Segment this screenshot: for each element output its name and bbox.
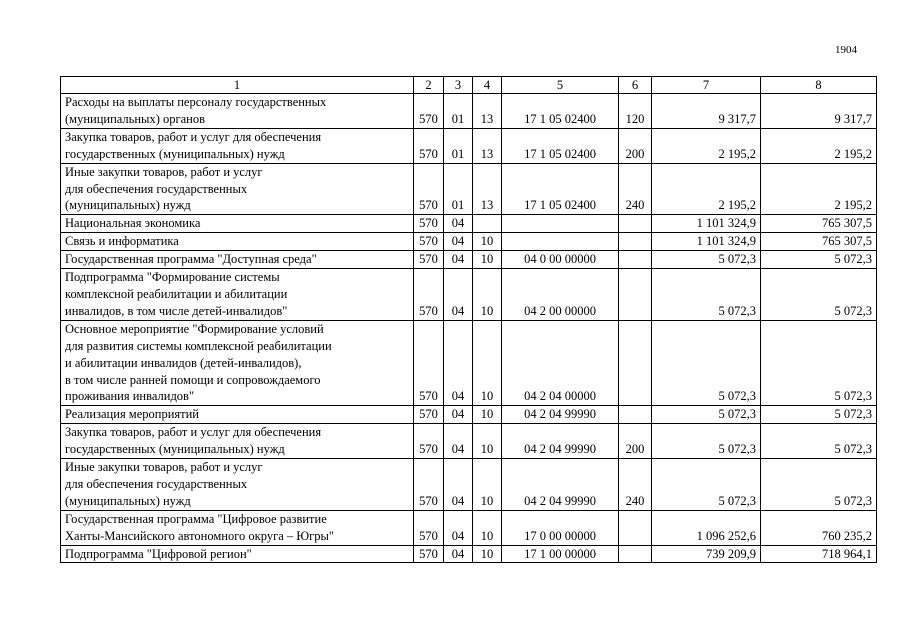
row-name-cell: Подпрограмма "Цифровой регион" — [61, 545, 414, 563]
admin-code-cell: 570 — [414, 545, 444, 563]
header-cell: 2 — [414, 77, 444, 94]
amount-cell: 5 072,3 — [761, 269, 877, 321]
page-number: 1904 — [835, 44, 857, 56]
target-article-cell: 17 1 00 00000 — [502, 545, 619, 563]
header-row — [61, 77, 877, 94]
expense-type-cell — [619, 406, 652, 424]
target-article-cell — [502, 233, 619, 251]
header-cell: 4 — [473, 77, 502, 94]
row-name-cell: Расходы на выплаты персоналу государственных (муниципальных) органов — [61, 94, 414, 129]
subsection-code-cell: 13 — [473, 94, 502, 129]
subsection-code-cell: 10 — [473, 269, 502, 321]
target-article-cell: 04 2 04 99990 — [502, 406, 619, 424]
amount-cell: 2 195,2 — [761, 128, 877, 163]
section-code-cell: 01 — [444, 128, 473, 163]
subsection-code-cell: 10 — [473, 406, 502, 424]
target-article-cell: 04 2 04 99990 — [502, 459, 619, 511]
table-row — [61, 424, 877, 459]
row-name-cell: Закупка товаров, работ и услуг для обеспечения государственных (муниципальных) нужд — [61, 128, 414, 163]
subsection-code-cell: 13 — [473, 128, 502, 163]
amount-cell: 2 195,2 — [652, 163, 761, 215]
row-name-cell: Иные закупки товаров, работ и услуг для обеспечения государственных (муниципальных) нужд — [61, 163, 414, 215]
target-article-cell: 17 1 05 02400 — [502, 163, 619, 215]
target-article-cell: 17 1 05 02400 — [502, 94, 619, 129]
section-code-cell: 04 — [444, 215, 473, 233]
amount-cell: 5 072,3 — [761, 251, 877, 269]
table-row — [61, 215, 877, 233]
admin-code-cell: 570 — [414, 459, 444, 511]
section-code-cell: 04 — [444, 269, 473, 321]
subsection-code-cell: 10 — [473, 510, 502, 545]
amount-cell: 5 072,3 — [652, 269, 761, 321]
table-row — [61, 233, 877, 251]
admin-code-cell: 570 — [414, 320, 444, 406]
subsection-code-cell: 10 — [473, 424, 502, 459]
subsection-code-cell: 10 — [473, 459, 502, 511]
header-cell: 5 — [502, 77, 619, 94]
admin-code-cell: 570 — [414, 128, 444, 163]
admin-code-cell: 570 — [414, 269, 444, 321]
row-name-cell: Подпрограмма "Формирование системы комплексной реабилитации и абилитации инвалидов, в том числе детей-инвалидов" — [61, 269, 414, 321]
admin-code-cell: 570 — [414, 406, 444, 424]
target-article-cell: 04 2 04 00000 — [502, 320, 619, 406]
amount-cell: 5 072,3 — [761, 320, 877, 406]
subsection-code-cell: 13 — [473, 163, 502, 215]
admin-code-cell: 570 — [414, 510, 444, 545]
row-name-cell: Связь и информатика — [61, 233, 414, 251]
table-row — [61, 251, 877, 269]
table-row — [61, 406, 877, 424]
table-row — [61, 545, 877, 563]
target-article-cell: 04 2 00 00000 — [502, 269, 619, 321]
expense-type-cell — [619, 545, 652, 563]
subsection-code-cell — [473, 215, 502, 233]
expense-type-cell: 200 — [619, 128, 652, 163]
table-row — [61, 163, 877, 215]
subsection-code-cell: 10 — [473, 233, 502, 251]
header-cell: 6 — [619, 77, 652, 94]
expense-type-cell: 240 — [619, 459, 652, 511]
expense-type-cell: 200 — [619, 424, 652, 459]
target-article-cell — [502, 215, 619, 233]
section-code-cell: 04 — [444, 424, 473, 459]
table-row — [61, 510, 877, 545]
amount-cell: 5 072,3 — [652, 320, 761, 406]
table-row — [61, 320, 877, 406]
admin-code-cell: 570 — [414, 215, 444, 233]
section-code-cell: 04 — [444, 510, 473, 545]
section-code-cell: 04 — [444, 233, 473, 251]
target-article-cell: 17 1 05 02400 — [502, 128, 619, 163]
subsection-code-cell: 10 — [473, 545, 502, 563]
amount-cell: 5 072,3 — [652, 251, 761, 269]
section-code-cell: 04 — [444, 545, 473, 563]
expense-type-cell — [619, 269, 652, 321]
subsection-code-cell: 10 — [473, 320, 502, 406]
section-code-cell: 04 — [444, 459, 473, 511]
admin-code-cell: 570 — [414, 94, 444, 129]
amount-cell: 718 964,1 — [761, 545, 877, 563]
amount-cell: 9 317,7 — [761, 94, 877, 129]
amount-cell: 9 317,7 — [652, 94, 761, 129]
admin-code-cell: 570 — [414, 251, 444, 269]
amount-cell: 5 072,3 — [761, 459, 877, 511]
expense-type-cell — [619, 320, 652, 406]
amount-cell: 760 235,2 — [761, 510, 877, 545]
section-code-cell: 01 — [444, 163, 473, 215]
amount-cell: 1 101 324,9 — [652, 233, 761, 251]
admin-code-cell: 570 — [414, 233, 444, 251]
amount-cell: 1 096 252,6 — [652, 510, 761, 545]
table-row — [61, 94, 877, 129]
amount-cell: 765 307,5 — [761, 215, 877, 233]
amount-cell: 5 072,3 — [652, 424, 761, 459]
target-article-cell: 04 0 00 00000 — [502, 251, 619, 269]
amount-cell: 5 072,3 — [652, 459, 761, 511]
amount-cell: 5 072,3 — [761, 406, 877, 424]
row-name-cell: Государственная программа "Доступная среда" — [61, 251, 414, 269]
amount-cell: 765 307,5 — [761, 233, 877, 251]
target-article-cell: 17 0 00 00000 — [502, 510, 619, 545]
amount-cell: 5 072,3 — [652, 406, 761, 424]
amount-cell: 739 209,9 — [652, 545, 761, 563]
expense-type-cell — [619, 215, 652, 233]
budget-table — [60, 76, 877, 563]
amount-cell: 2 195,2 — [761, 163, 877, 215]
header-cell: 3 — [444, 77, 473, 94]
admin-code-cell: 570 — [414, 163, 444, 215]
amount-cell: 2 195,2 — [652, 128, 761, 163]
row-name-cell: Государственная программа "Цифровое развитие Ханты-Мансийского автономного округа – Югры" — [61, 510, 414, 545]
subsection-code-cell: 10 — [473, 251, 502, 269]
header-cell: 8 — [761, 77, 877, 94]
target-article-cell: 04 2 04 99990 — [502, 424, 619, 459]
section-code-cell: 04 — [444, 320, 473, 406]
header-cell: 1 — [61, 77, 414, 94]
table-row — [61, 128, 877, 163]
expense-type-cell: 120 — [619, 94, 652, 129]
row-name-cell: Иные закупки товаров, работ и услуг для обеспечения государственных (муниципальных) нужд — [61, 459, 414, 511]
row-name-cell: Реализация мероприятий — [61, 406, 414, 424]
section-code-cell: 01 — [444, 94, 473, 129]
section-code-cell: 04 — [444, 406, 473, 424]
expense-type-cell — [619, 251, 652, 269]
header-cell: 7 — [652, 77, 761, 94]
amount-cell: 1 101 324,9 — [652, 215, 761, 233]
section-code-cell: 04 — [444, 251, 473, 269]
table-row — [61, 269, 877, 321]
admin-code-cell: 570 — [414, 424, 444, 459]
row-name-cell: Национальная экономика — [61, 215, 414, 233]
row-name-cell: Основное мероприятие "Формирование условий для развития системы комплексной реабилитации и абилитации инвалидов (детей-инвалидов), в том числе ранней помощи и сопровождаемого проживания инвалидов" — [61, 320, 414, 406]
expense-type-cell — [619, 233, 652, 251]
expense-type-cell — [619, 510, 652, 545]
expense-type-cell: 240 — [619, 163, 652, 215]
amount-cell: 5 072,3 — [761, 424, 877, 459]
row-name-cell: Закупка товаров, работ и услуг для обеспечения государственных (муниципальных) нужд — [61, 424, 414, 459]
table-row — [61, 459, 877, 511]
